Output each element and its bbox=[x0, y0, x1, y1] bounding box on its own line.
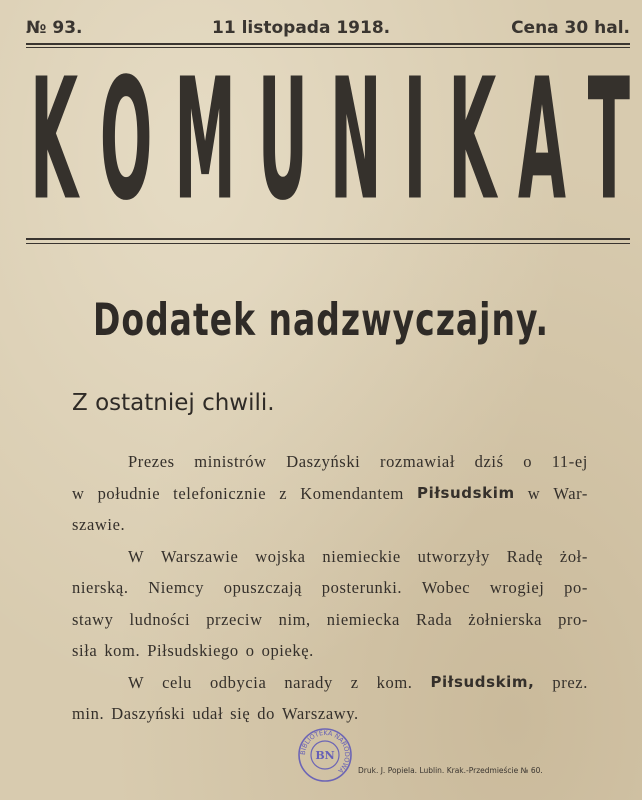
word: wrogiej bbox=[489, 578, 545, 597]
word: Radę bbox=[506, 546, 544, 566]
word: szawie. bbox=[72, 515, 126, 534]
article-line bbox=[72, 604, 588, 636]
word: celu bbox=[162, 672, 193, 692]
word: W bbox=[128, 672, 145, 692]
word: odbycia bbox=[209, 672, 267, 692]
word: Komendantem bbox=[300, 483, 404, 503]
article-line bbox=[72, 572, 588, 604]
word: W bbox=[128, 546, 145, 566]
word: wojska bbox=[255, 546, 306, 566]
word: kom. bbox=[104, 641, 141, 660]
word: War- bbox=[553, 483, 588, 503]
word: dziś bbox=[474, 452, 504, 471]
word: Rada bbox=[415, 609, 453, 629]
word: kom. bbox=[376, 672, 413, 692]
masthead-letter: O bbox=[99, 40, 153, 238]
masthead-letter: N bbox=[329, 40, 382, 238]
article-line bbox=[72, 667, 588, 699]
article-body bbox=[72, 446, 588, 730]
word: pro- bbox=[558, 609, 588, 629]
word: w bbox=[72, 483, 85, 503]
article-line bbox=[72, 446, 588, 478]
word: z bbox=[350, 672, 359, 692]
word: min. bbox=[72, 704, 105, 723]
word: telefonicznie bbox=[173, 483, 267, 503]
printer-imprint: Druk. J. Popiela. Lublin. Krak.-Przedmieście № 60. bbox=[358, 766, 543, 775]
masthead-letter: M bbox=[174, 40, 236, 238]
word: Warszawie bbox=[161, 546, 239, 566]
library-stamp-icon bbox=[296, 726, 354, 784]
word: Daszyński bbox=[286, 452, 361, 471]
word: opiekę. bbox=[261, 641, 314, 660]
word: nim, bbox=[278, 609, 311, 629]
word: w bbox=[527, 483, 541, 503]
word: ludności bbox=[129, 609, 191, 629]
word: do bbox=[257, 704, 275, 723]
word: siła bbox=[72, 641, 98, 660]
word: po- bbox=[564, 578, 588, 597]
stamp-center-text: BN bbox=[315, 749, 335, 762]
word: Daszyński bbox=[111, 704, 186, 723]
stamp-ring-text: BIBLIOTEKA NARODOWA bbox=[298, 728, 352, 775]
article-line bbox=[72, 509, 588, 541]
masthead-letter: A bbox=[517, 40, 566, 238]
word: o bbox=[523, 452, 533, 471]
word: opuszczają bbox=[223, 578, 303, 597]
word: nierską. bbox=[72, 578, 129, 597]
word: utworzyły bbox=[417, 546, 490, 566]
emphasized-name: Piłsudskim bbox=[417, 483, 515, 502]
masthead-letter: U bbox=[257, 40, 309, 238]
article-line bbox=[72, 635, 588, 667]
masthead-letter: T bbox=[587, 40, 630, 238]
issue-price: Cena 30 hal. bbox=[511, 18, 630, 38]
word: Prezes bbox=[128, 452, 175, 471]
article-line bbox=[72, 698, 588, 730]
masthead-letter: K bbox=[30, 40, 79, 238]
masthead-letter: I bbox=[403, 40, 427, 238]
article-line bbox=[72, 541, 588, 573]
article-line bbox=[72, 478, 588, 510]
word: narady bbox=[284, 672, 333, 692]
word: posterunki. bbox=[321, 578, 403, 597]
word: żoł- bbox=[559, 546, 588, 566]
word: Wobec bbox=[421, 578, 471, 597]
issue-number: № 93. bbox=[26, 18, 83, 38]
word: udał bbox=[192, 704, 224, 723]
masthead-rule-thin bbox=[26, 243, 630, 244]
word: o bbox=[245, 641, 255, 660]
word: z bbox=[279, 483, 288, 503]
word: niemiecka bbox=[326, 609, 400, 629]
word: 11-ej bbox=[551, 452, 588, 471]
masthead-title bbox=[30, 34, 630, 244]
word: przeciw bbox=[206, 609, 263, 629]
word: ministrów bbox=[194, 452, 267, 471]
extra-edition-title bbox=[0, 293, 642, 346]
masthead-rule-thick bbox=[26, 238, 630, 240]
emphasized-name: Piłsudskim, bbox=[430, 672, 535, 691]
word: stawy bbox=[72, 609, 114, 629]
word: prez. bbox=[552, 672, 588, 692]
word: Piłsudskiego bbox=[147, 641, 239, 660]
word: niemieckie bbox=[322, 546, 401, 566]
word: rozmawiał bbox=[379, 452, 456, 471]
section-heading: Z ostatniej chwili. bbox=[72, 390, 275, 416]
word: południe bbox=[97, 483, 161, 503]
word: Niemcy bbox=[148, 578, 205, 597]
word: się bbox=[230, 704, 251, 723]
word: żołnierska bbox=[468, 609, 543, 629]
issue-date: 11 listopada 1918. bbox=[212, 18, 391, 38]
word: Warszawy. bbox=[282, 704, 359, 723]
extra-edition-title-text: Dodatek nadzwyczajny. bbox=[93, 293, 549, 346]
masthead-letter: K bbox=[448, 40, 497, 238]
